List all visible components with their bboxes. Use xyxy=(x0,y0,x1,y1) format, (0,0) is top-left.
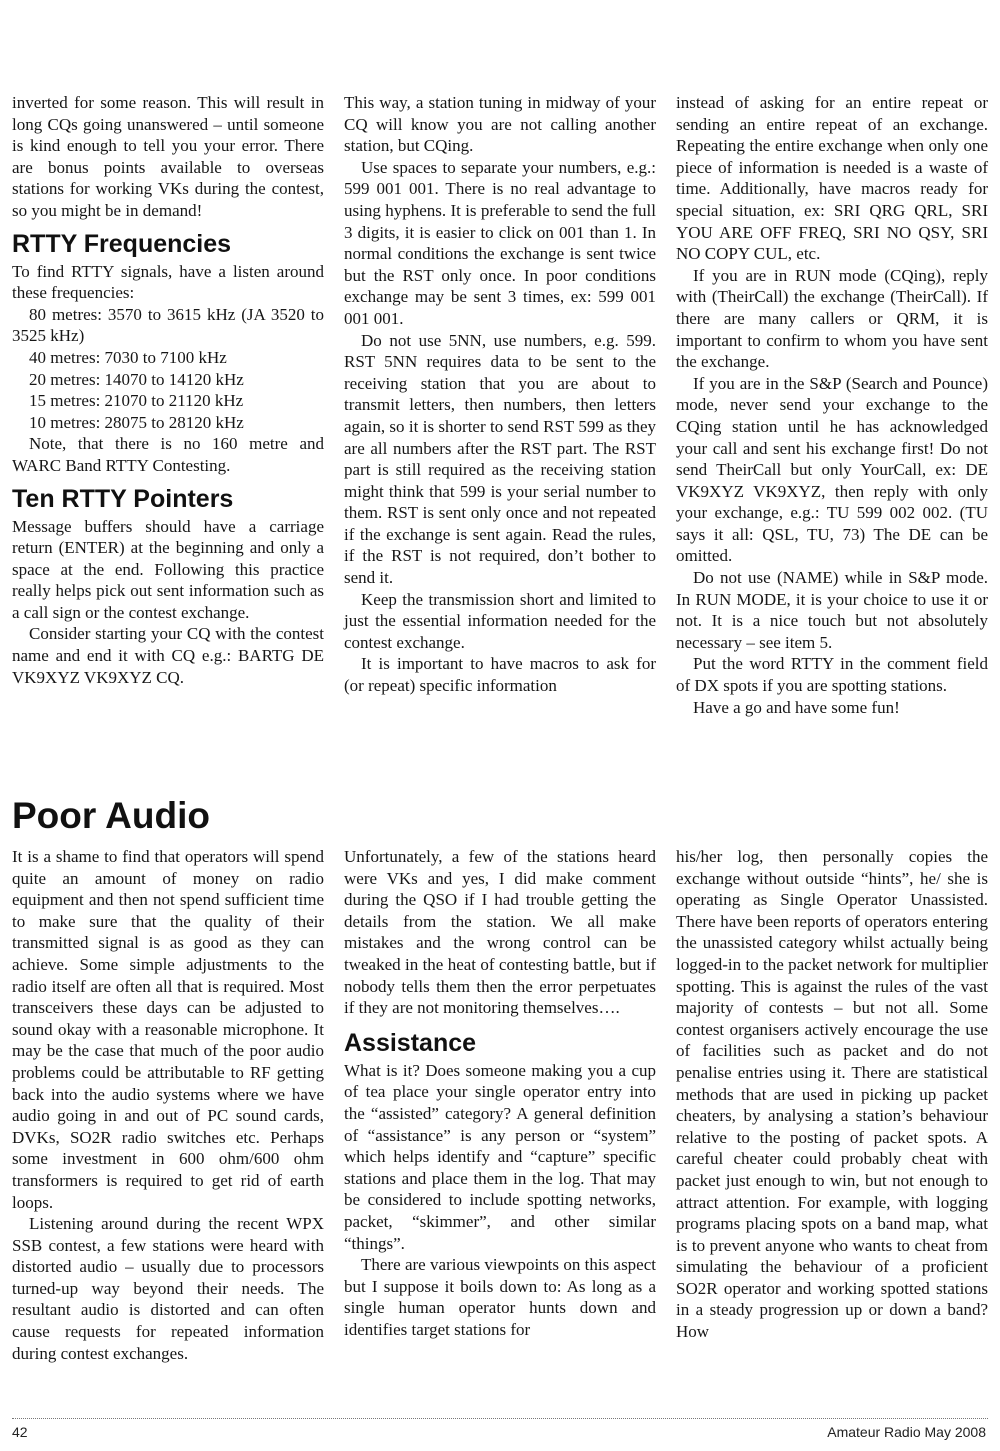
paragraph: instead of asking for an entire repeat or sending an entire repeat of an exchange. Repeating the entire exchange when only one piece of information is needed is a waste of time. Additionally, have macros ready for special situation, ex: SRI QRG QRL, SRI YOU ARE OFF FREQ, SRI NO QSY, SRI NO COPY CUL, etc. xyxy=(676,93,988,264)
paragraph: Keep the transmission short and limited to just the essential information needed for the contest exchange. xyxy=(344,589,656,652)
top-column-3 xyxy=(676,92,988,718)
audio-column-3 xyxy=(676,846,988,1343)
frequency-item: 20 metres: 14070 to 14120 kHz xyxy=(29,369,244,389)
paragraph: Consider starting your CQ with the contest name and end it with CQ e.g.: BARTG DE VK9XYZ VK9XYZ CQ. xyxy=(12,624,324,687)
paragraph: It is a shame to find that operators will spend quite an amount of money on radio equipment and then not spend sufficient time to make sure that the quality of their transmitted signal is as good as they can achieve. Some simple adjustments to the radio itself are often all that is required. Most transceivers these days can be adjusted to sound okay with a reasonable microphone. It may be the case that much of the poor audio problems could be attributable to RF getting back into the audio systems where we have audio going in and out of PC sound cards, DVKs, SO2R radio switches etc. Perhaps some investment in 600 ohm/600 ohm transformers is required to get rid of earth loops. xyxy=(12,847,324,1212)
heading-rtty-frequencies: RTTY Frequencies xyxy=(12,229,232,258)
paragraph: To find RTTY signals, have a listen around these frequencies: xyxy=(12,261,324,303)
top-column-2 xyxy=(344,92,656,697)
paragraph: What is it? Does someone making you a cup of tea place your single operator entry into the “assisted” category? A general definition of “assistance” is any person or “system” which helps identify and “capture” specific stations and place them in the log. That may be considered to include spotting networks, packet, “skimmer”, and other similar “things”. xyxy=(344,1060,656,1253)
top-column-1 xyxy=(12,92,324,688)
paragraph: inverted for some reason. This will result in long CQs going unanswered – until someone is kind enough to tell you your error. There are bonus points available to overseas stations for working VKs during the contest, so you might be in demand! xyxy=(12,93,324,220)
paragraph: It is important to have macros to ask for (or repeat) specific information xyxy=(344,654,656,696)
page-number: 42 xyxy=(12,1424,28,1440)
paragraph: Message buffers should have a carriage return (ENTER) at the beginning and only a space at the end. Following this practice really helps pick out sent information such as a call sign or the contest exchange. xyxy=(12,516,324,622)
section-title-poor-audio: Poor Audio xyxy=(12,795,210,836)
paragraph: Unfortunately, a few of the stations heard were VKs and yes, I did make comment during the QSO if I had trouble getting the details from the station. We all make mistakes and the wrong control can be tweaked in the heat of contesting battle, but if nobody tells them then the error perpetuates if they are not monitoring themselves…. xyxy=(344,847,656,1018)
paragraph: Use spaces to separate your numbers, e.g.: 599 001 001. There is no real advantage to using hyphens. It is preferable to send the full 3 digits, it is easier to click on 001 than 1. In normal conditions the exchange is sent twice but the RST only once. In poor conditions exchange may be sent 3 times, ex: 599 001 001 001. xyxy=(344,157,656,328)
heading-assistance: Assistance xyxy=(344,1028,477,1057)
paragraph: Do not use (NAME) while in S&P mode. In RUN MODE, it is your choice to use it or not. It is a nice touch but not absolutely necessary – see item 5. xyxy=(676,568,988,652)
frequency-item: 80 metres: 3570 to 3615 kHz (JA 3520 to 3525 kHz) xyxy=(12,304,324,346)
audio-column-1 xyxy=(12,846,324,1364)
paragraph: his/her log, then personally copies the exchange without outside “hints”, he/ she is operating as Single Operator Unassisted. There have been reports of operators entering the unassisted category whilst actually being logged-in to the packet network for multiplier spotting. This is against the rules of the vast majority of contests – but not all. Some contest organisers actively encourage the use of facilities such as packet and do not penalise entries using it. There are statistical methods that are used in picking up packet cheaters, by analysing a station’s behaviour relative to the posting of packet spots. A careful cheater could probably cheat with packet just enough to win, but not enough to attract attention. For example, with logging programs placing spots on a band map, what is to prevent anyone who wants to cheat from simulating the behaviour of a proficient SO2R operator and working spotted stations in a steady progression up or down a band? How xyxy=(676,847,988,1342)
heading-ten-rtty-pointers: Ten RTTY Pointers xyxy=(12,484,234,513)
frequency-item: 10 metres: 28075 to 28120 kHz xyxy=(29,412,244,432)
paragraph: If you are in the S&P (Search and Pounce) mode, never send your exchange to the CQing station until he has acknowledged your call and sent his exchange first! Do not send TheirCall but only YourCall, ex: DE VK9XYZ VK9XYZ, then reply with only your exchange, e.g.: TU 599 002 002. (TU says it all: QSL, TU, 73) The DE can be omitted. xyxy=(676,373,988,566)
publication-name: Amateur Radio May 2008 xyxy=(827,1424,986,1440)
frequency-item: 15 metres: 21070 to 21120 kHz xyxy=(29,391,244,411)
paragraph: Do not use 5NN, use numbers, e.g. 599. RST 5NN requires data to be sent to the receiving station that you are about to transmit letters, then numbers, then letters again, so it is shorter to send RST 599 as they are all numbers after the RST part. The RST part is still required as the receiving station might think that 599 is your serial number to them. RST is sent only once and not repeated if the exchange is sent again. Read the rules, if the RST is not required, don’t bother to send it. xyxy=(344,330,656,588)
audio-column-2 xyxy=(344,846,656,1340)
frequency-item: 40 metres: 7030 to 7100 kHz xyxy=(29,347,227,367)
paragraph: Put the word RTTY in the comment field of DX spots if you are spotting stations. xyxy=(676,654,988,696)
paragraph: This way, a station tuning in midway of your CQ will know you are not calling another station, but CQing. xyxy=(344,93,656,156)
paragraph: Note, that there is no 160 metre and WARC Band RTTY Contesting. xyxy=(12,434,324,475)
paragraph: If you are in RUN mode (CQing), reply with (TheirCall) the exchange (TheirCall). If there are many callers or QRM, it is important to confirm to whom you have sent the exchange. xyxy=(676,265,988,372)
footer-divider xyxy=(12,1418,988,1419)
paragraph: There are various viewpoints on this aspect but I suppose it boils down to: As long as a single human operator hunts down and identifies target stations for xyxy=(344,1255,656,1339)
paragraph: Listening around during the recent WPX SSB contest, a few stations were heard with distorted audio – usually due to processors turned-up way beyond their needs. The resultant audio is distorted and can often cause requests for repeated information during contest exchanges. xyxy=(12,1214,324,1363)
paragraph: Have a go and have some fun! xyxy=(693,697,900,717)
